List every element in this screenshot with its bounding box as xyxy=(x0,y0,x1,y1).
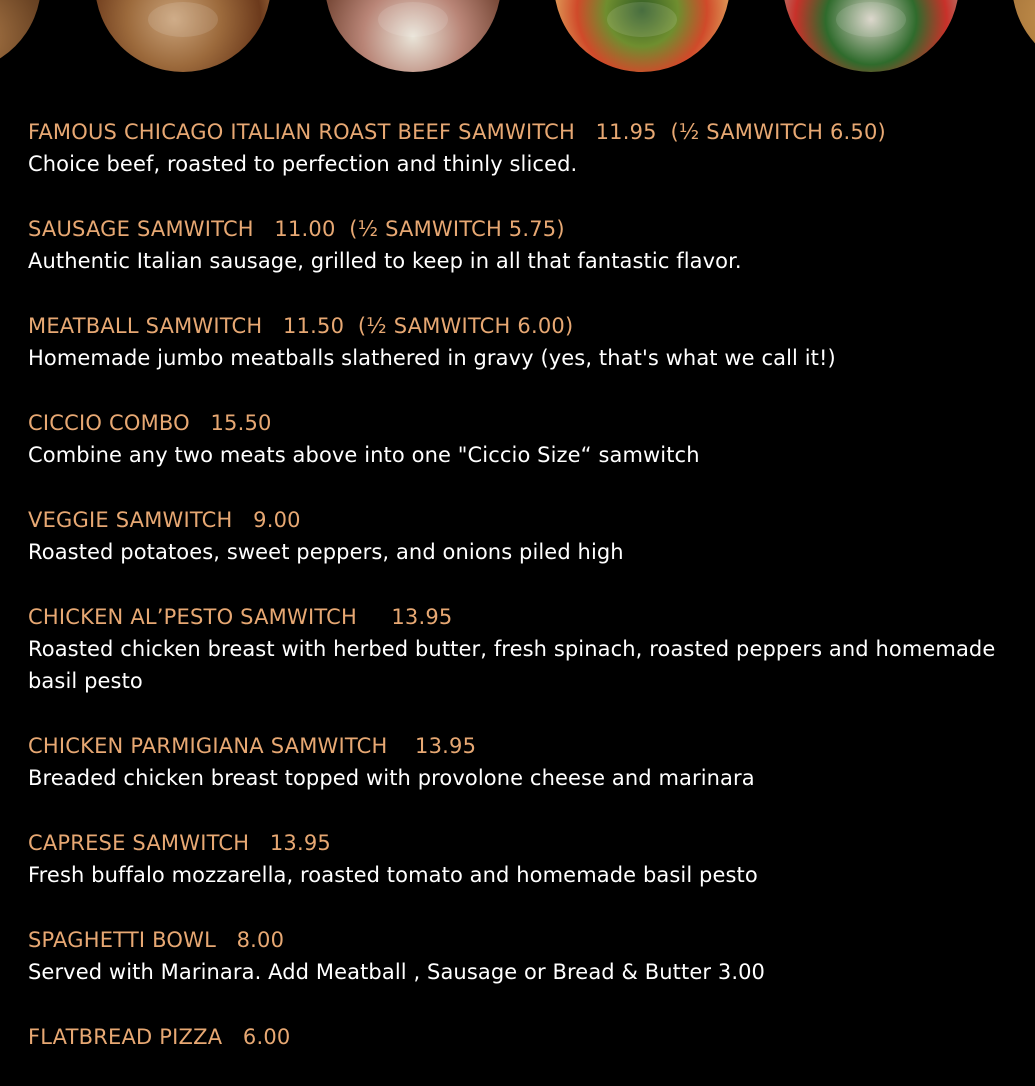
menu-item-caprese xyxy=(28,827,1008,891)
menu-item-ciccio-combo xyxy=(28,407,1008,471)
menu-item-description: Roasted chicken breast with herbed butter, fresh spinach, roasted peppers and homemade basil pesto xyxy=(28,637,996,693)
menu-item-title: MEATBALL SAMWITCH 11.50 (½ SAMWITCH 6.00) xyxy=(28,314,574,338)
menu-item-spaghetti-bowl xyxy=(28,924,1008,988)
menu-item-description: Authentic Italian sausage, grilled to keep in all that fantastic flavor. xyxy=(28,249,742,273)
menu-item-chicken-parmigiana xyxy=(28,730,1008,794)
menu-item-title: FAMOUS CHICAGO ITALIAN ROAST BEEF SAMWITCH 11.95 (½ SAMWITCH 6.50) xyxy=(28,120,886,144)
menu-item-roast-beef xyxy=(28,116,1008,180)
menu-item-description: Fresh buffalo mozzarella, roasted tomato and homemade basil pesto xyxy=(28,863,758,887)
menu-item-title: FLATBREAD PIZZA 6.00 xyxy=(28,1025,291,1049)
food-photo-icon xyxy=(1012,0,1035,72)
menu-item-chicken-pesto xyxy=(28,601,1008,697)
menu-item-flatbread-pizza xyxy=(28,1021,1008,1053)
menu-item-title: SPAGHETTI BOWL 8.00 xyxy=(28,928,285,952)
menu-item-description: Served with Marinara. Add Meatball , Sausage or Bread & Butter 3.00 xyxy=(28,960,766,984)
photo-strip xyxy=(0,0,1035,80)
menu-item-description: Homemade jumbo meatballs slathered in gravy (yes, that's what we call it!) xyxy=(28,346,836,370)
menu-item-sausage xyxy=(28,213,1008,277)
menu-list xyxy=(28,116,1008,1086)
menu-item-title: SAUSAGE SAMWITCH 11.00 (½ SAMWITCH 5.75) xyxy=(28,217,565,241)
menu-item-description: Roasted potatoes, sweet peppers, and onions piled high xyxy=(28,540,624,564)
menu-item-veggie xyxy=(28,504,1008,568)
menu-item-description: Choice beef, roasted to perfection and thinly sliced. xyxy=(28,152,578,176)
menu-item-title: CHICKEN PARMIGIANA SAMWITCH 13.95 xyxy=(28,734,477,758)
menu-item-title: VEGGIE SAMWITCH 9.00 xyxy=(28,508,301,532)
food-photo-icon xyxy=(0,0,41,72)
menu-item-title: CHICKEN AL’PESTO SAMWITCH 13.95 xyxy=(28,605,453,629)
food-photo-icon xyxy=(95,0,271,72)
menu-item-title: CICCIO COMBO 15.50 xyxy=(28,411,272,435)
menu-item-title: CAPRESE SAMWITCH 13.95 xyxy=(28,831,331,855)
food-photo-icon xyxy=(783,0,959,72)
menu-item-meatball xyxy=(28,310,1008,374)
menu-item-description: Breaded chicken breast topped with provolone cheese and marinara xyxy=(28,766,755,790)
food-photo-icon xyxy=(554,0,730,72)
menu-item-description: Combine any two meats above into one "Ciccio Size“ samwitch xyxy=(28,443,700,467)
food-photo-icon xyxy=(325,0,501,72)
